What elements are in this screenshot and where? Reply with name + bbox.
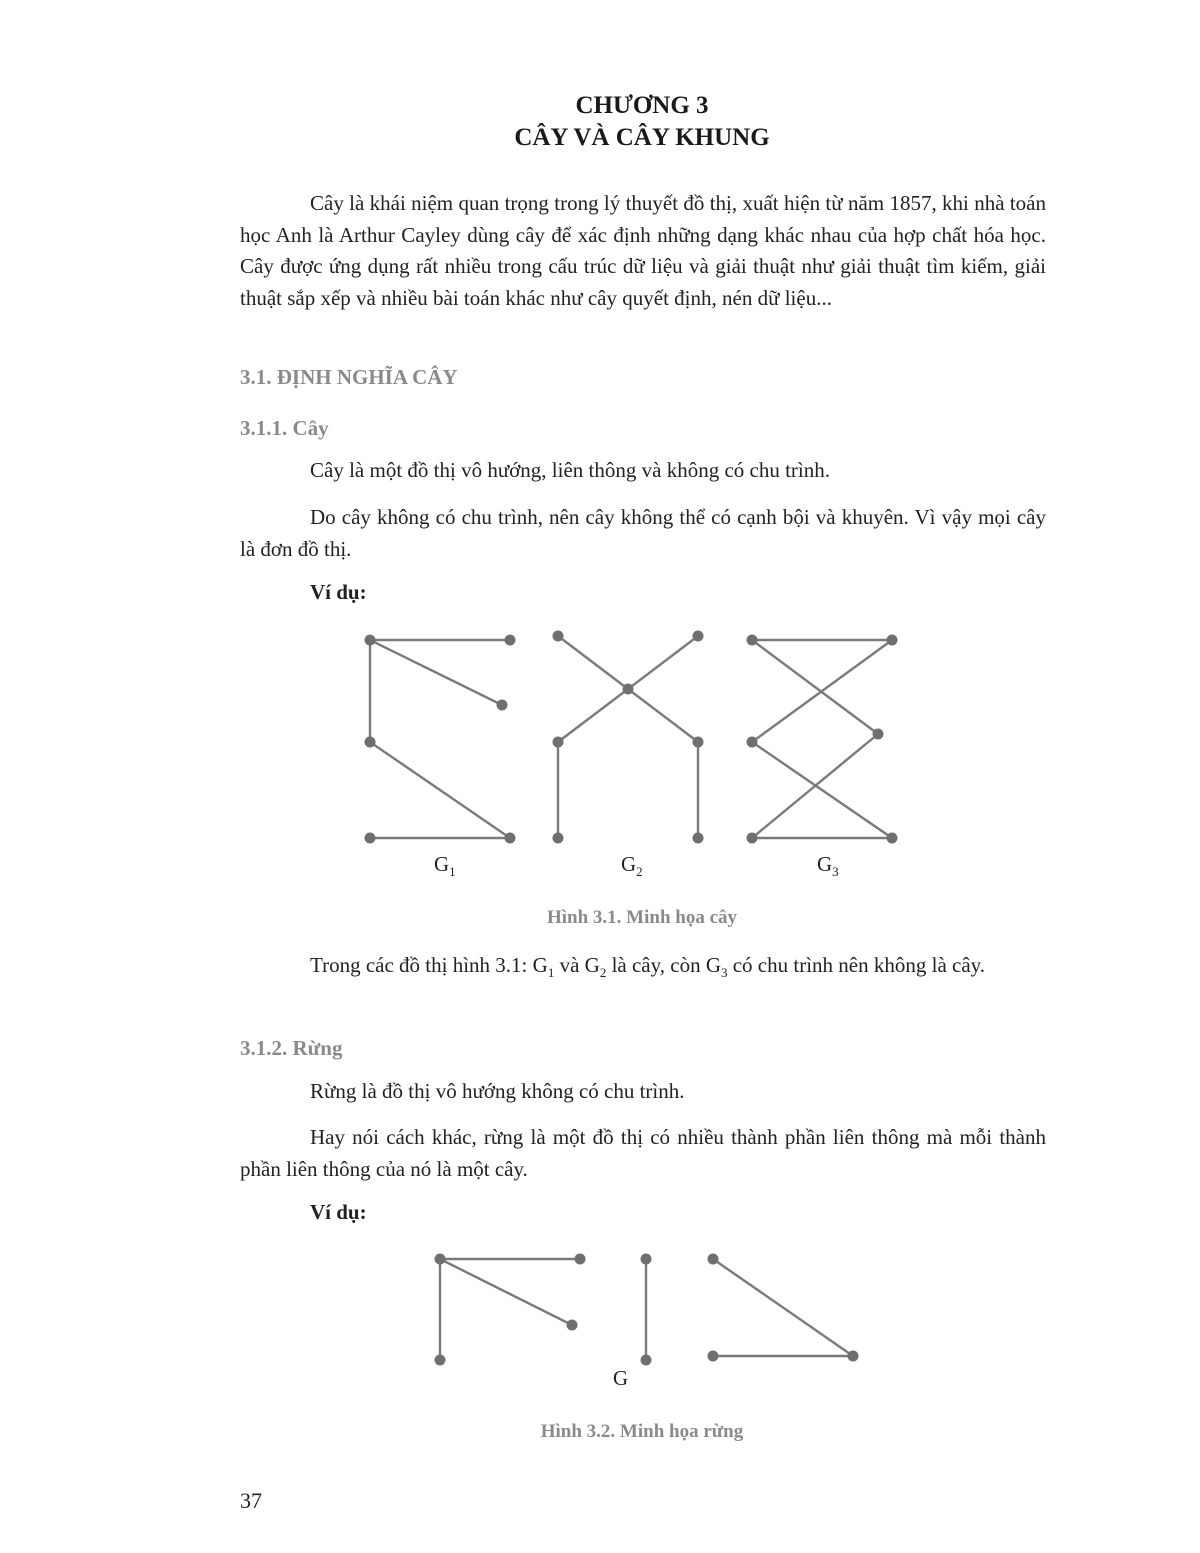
explanation-sub: 1 [547,965,555,981]
vertex [708,1254,719,1265]
edge [370,742,510,838]
graph-g2 [553,631,704,844]
graph-label-base: G [817,852,833,876]
vertex [365,833,376,844]
edge [752,640,878,734]
vertex [641,1254,652,1265]
forest-definition [240,1076,1046,1108]
explanation-text: là cây, còn G [606,953,721,977]
vertex [747,737,758,748]
explanation-text: có chu trình nên không là cây. [727,953,986,977]
subsection-heading-forest: 3.1.2. Rừng [240,1036,343,1060]
example-label: Ví dụ: [310,580,367,604]
vertex [553,737,564,748]
vertex [435,1254,446,1265]
page-number: 37 [240,1488,262,1513]
vertex [693,631,704,642]
graph-label-g2 [621,852,643,880]
edge [752,734,878,838]
section-heading: 3.1. ĐỊNH NGHĨA CÂY [240,365,458,389]
edge [752,742,892,838]
forest-component-1 [435,1254,586,1366]
vertex [693,737,704,748]
vertex [497,700,508,711]
graph-g1 [365,635,516,844]
vertex [623,684,634,695]
explanation-text: Trong các đồ thị hình 3.1: G [310,953,548,977]
edge [558,636,628,689]
vertex [365,635,376,646]
tree-definition-text: Cây là một đồ thị vô hướng, liên thông và không có chu trình. [310,458,831,482]
explanation-sub: 3 [720,965,728,981]
graph-label-g1 [434,852,456,880]
vertex [747,833,758,844]
vertex [641,1355,652,1366]
example-label-forest: Ví dụ: [310,1200,367,1224]
edge [440,1259,572,1325]
graph-label-sub: 2 [636,864,643,880]
vertex [708,1351,719,1362]
edge [558,689,628,742]
vertex [553,631,564,642]
vertex [887,833,898,844]
vertex [553,833,564,844]
explanation-sub: 2 [599,965,607,981]
edge [628,636,698,689]
forest-explanation [240,1122,1046,1185]
edge [713,1259,853,1356]
vertex [747,635,758,646]
explanation-text: và G [554,953,600,977]
forest-explanation-text: Hay nói cách khác, rừng là một đồ thị có nhiều thành phần liên thông mà mỗi thành phần liên thông của nó là một cây. [240,1125,1046,1181]
vertex [365,737,376,748]
vertex [505,833,516,844]
graph-g3 [747,635,898,844]
forest-component-3 [708,1254,859,1362]
graph-label-base: G [621,852,637,876]
vertex [505,635,516,646]
figure-3-1-explanation [240,950,1046,989]
graph-label-base: G [434,852,450,876]
vertex [887,635,898,646]
chapter-label: CHƯƠNG 3 [575,92,709,119]
forest-graph-label: G [613,1366,629,1390]
vertex [435,1355,446,1366]
figure-3-2-forest [0,1200,1200,1400]
vertex [873,729,884,740]
figure-3-1-caption: Hình 3.1. Minh họa cây [546,907,738,928]
vertex [693,833,704,844]
figure-3-2-caption: Hình 3.2. Minh họa rừng [540,1421,744,1442]
edge [628,689,698,742]
subsection-heading-tree: 3.1.1. Cây [240,416,329,440]
edge [370,640,502,705]
vertex [575,1254,586,1265]
vertex [567,1320,578,1331]
chapter-title: CÂY VÀ CÂY KHUNG [514,124,770,151]
tree-property-text: Do cây không có chu trình, nên cây không thể có cạnh bội và khuyên. Vì vậy mọi cây là đơn đồ thị. [240,505,1046,561]
forest-definition-text: Rừng là đồ thị vô hướng không có chu trình. [310,1079,685,1103]
forest-component-2 [641,1254,652,1366]
vertex [848,1351,859,1362]
graph-label-sub: 1 [449,864,456,880]
intro-text: Cây là khái niệm quan trọng trong lý thuyết đồ thị, xuất hiện từ năm 1857, khi nhà toán học Anh là Arthur Cayley dùng cây để xác định những dạng khác nhau của hợp chất hóa học. Cây được ứng dụng rất nhiều trong cấu trúc dữ liệu và giải thuật như giải thuật tìm kiếm, giải thuật sắp xếp và nhiều bài toán khác như cây quyết định, nén dữ liệu... [240,191,1046,310]
graph-label-g3 [817,852,839,880]
graph-label-sub: 3 [832,864,839,880]
